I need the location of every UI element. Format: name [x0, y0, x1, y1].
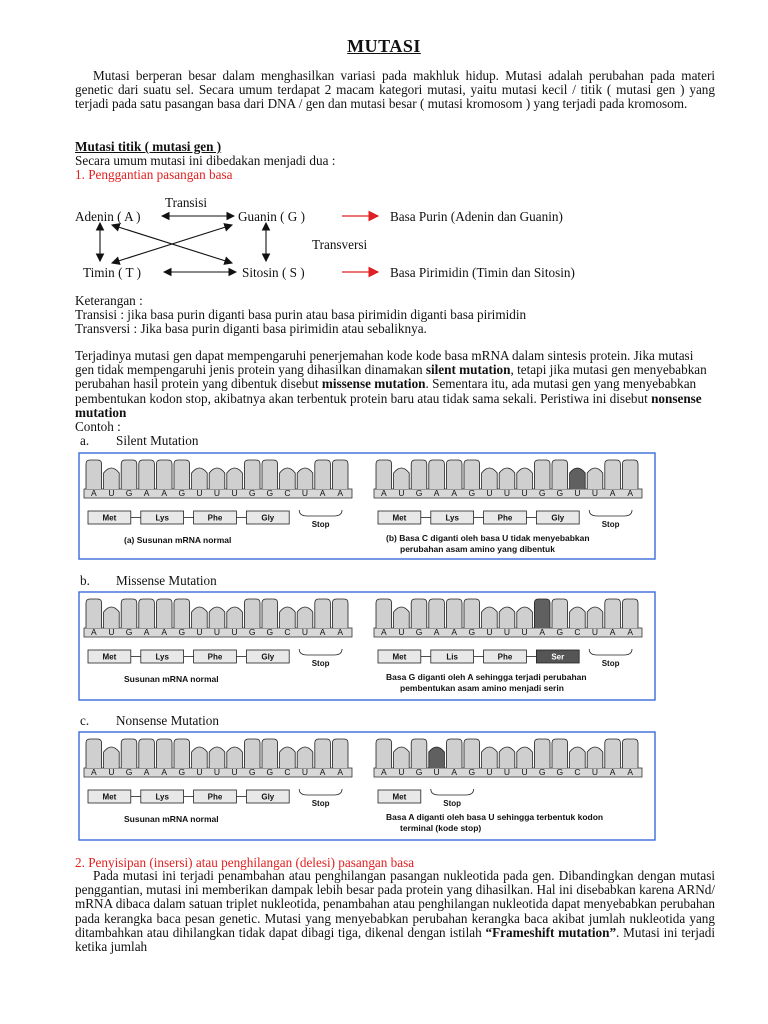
p2-text-1: Terjadinya mutasi gen dapat mempengaruhi penerjemahan kode kode basa mRNA dalam sintesis protein. Jika mutasi gen tidak mempengaruhi jenis protein yang dihasilkan dinamakan: [75, 348, 694, 378]
label-transisi: Transisi: [165, 195, 208, 210]
label-purin: Basa Purin (Adenin dan Guanin): [390, 209, 563, 224]
nonsense-left-base-letter-12: U: [301, 767, 309, 777]
missense-left-aa-label-0: Met: [102, 652, 117, 662]
nonsense-right-base-letter-3: U: [433, 767, 440, 777]
intro-text: Mutasi berperan besar dalam menghasilkan variasi pada makhluk hidup. Mutasi adalah perubahan pada materi genetic dari suatu sel. Secara umum terdapat 2 macam kategori mutasi, yaitu mutasi kecil / titik ( mutasi gen ) yang terjadi pada satu pasangan basa dari DNA / gen dan mutasi besar ( mutasi kromosom ) yang terjadi pada kromosom.: [75, 68, 715, 112]
silent-left-base-12: [297, 468, 313, 489]
missense-left-aa-label-1: Lys: [155, 652, 169, 662]
silent-right-base-letter-14: A: [627, 488, 634, 498]
missense-left-base-11: [280, 607, 296, 628]
silent-left-base-letter-8: U: [231, 488, 238, 498]
missense-left-base-8: [227, 607, 243, 628]
missense-right-base-letter-1: U: [398, 627, 405, 637]
contoh-label: Contoh :: [75, 419, 121, 434]
nonsense-left-base-6: [192, 747, 208, 768]
missense-left-base-0: [86, 599, 102, 628]
silent-right-base-2: [411, 460, 427, 489]
label-guanin: Guanin ( G ): [238, 209, 306, 224]
silent-left-base-letter-14: A: [337, 488, 344, 498]
label-sitosin: Sitosin ( S ): [242, 265, 305, 280]
nonsense-right-base-letter-13: A: [609, 767, 616, 777]
nonsense-left-base-letter-9: G: [248, 767, 256, 777]
silent-left-base-letter-11: C: [284, 488, 291, 498]
missense-left-base-10: [262, 599, 278, 628]
missense-left-base-9: [244, 599, 260, 628]
nonsense-right-base-letter-0: A: [380, 767, 387, 777]
s2-text-1: Pada mutasi ini terjadi penambahan atau penghilangan pasangan nukleotida pada gen. Dibandingkan dengan mutasi penggantian, mutasi ini memberikan dampak lebih besar pada protein yang dihasilkan. Hal ini disebabkan karena ARNd/ mRNA dibaca dalam satuan triplet nukleotida, penambahan atau penghilangan nukleotida dapat menyebabkan perubahan pada kerangka baca pesan genetic. Mutasi yang menyebabkan perubahan kerangka baca akibat jumlah nukleotida yang ditambahkan atau dihilangkan tidak dapat dibagi tiga, dikenal dengan istilah: [75, 868, 715, 940]
nonsense-right-base-3: [429, 747, 445, 768]
missense-right-base-1: [394, 607, 410, 628]
missense-right-base-letter-0: A: [380, 627, 387, 637]
missense-left-base-letter-6: U: [196, 627, 203, 637]
nonsense-right-base-6: [482, 747, 498, 768]
silent-left-base-letter-10: G: [266, 488, 274, 498]
nonsense-right-base-letter-8: U: [521, 767, 528, 777]
nonsense-left-base-letter-3: A: [143, 767, 150, 777]
nonsense-right-base-letter-11: C: [574, 767, 581, 777]
silent-left-stop-label: Stop: [311, 520, 330, 529]
missense-left-base-letter-10: G: [266, 627, 274, 637]
missense-right-base-14: [622, 599, 638, 628]
nonsense-right-base-letter-14: A: [627, 767, 634, 777]
nonsense-left-base-12: [297, 747, 313, 768]
missense-right-caption-1: Basa G diganti oleh A sehingga terjadi perubahan: [386, 672, 587, 682]
silent-left-base-9: [244, 460, 260, 489]
missense-right-aa-label-2: Phe: [497, 652, 513, 662]
missense-right-base-2: [411, 599, 427, 628]
silent-left-base-letter-5: G: [178, 488, 186, 498]
nonsense-left-base-1: [104, 747, 120, 768]
silent-right-base-6: [482, 468, 498, 489]
nonsense-left-base-14: [332, 739, 348, 768]
missense-left-aa-label-2: Phe: [207, 652, 223, 662]
missense-right-base-letter-8: U: [521, 627, 528, 637]
p2-text-2: , tetapi jika mutasi gen menyebabkan perubahan hasil protein yang dibentuk disebut: [75, 362, 707, 392]
missense-right-base-12: [587, 607, 603, 628]
silent-right-caption-1: (b) Basa C diganti oleh basa U tidak menyebabkan: [386, 533, 590, 543]
missense-left-stop-label: Stop: [311, 659, 330, 668]
nonsense-left-base-8: [227, 747, 243, 768]
nonsense-left-base-letter-5: G: [178, 767, 186, 777]
nonsense-left-aa-label-3: Gly: [261, 792, 275, 802]
missense-left-base-3: [139, 599, 155, 628]
silent-right-base-letter-9: G: [538, 488, 546, 498]
silent-left-base-letter-4: A: [161, 488, 168, 498]
nonsense-left-base-letter-10: G: [266, 767, 274, 777]
silent-left-base-7: [209, 468, 225, 489]
nonsense-left-base-letter-13: A: [319, 767, 326, 777]
nonsense-right-base-4: [446, 739, 462, 768]
keterangan-line1: Transisi : jika basa purin diganti basa purin atau basa pirimidin diganti basa pirimidin: [75, 307, 527, 322]
nonsense-right-base-14: [622, 739, 638, 768]
section1-subline: Secara umum mutasi ini dibedakan menjadi dua :: [75, 153, 336, 168]
label-transversi: Transversi: [312, 237, 368, 252]
silent-right-base-letter-6: U: [486, 488, 493, 498]
silent-left-base-letter-3: A: [143, 488, 150, 498]
nonsense-right-stop-label: Stop: [443, 799, 462, 808]
nonsense-right-base-11: [570, 747, 586, 768]
section2-heading: 2. Penyisipan (insersi) atau penghilangan (delesi) pasangan basa: [75, 855, 415, 870]
nonsense-right-base-letter-10: G: [556, 767, 564, 777]
nonsense-left-base-letter-14: A: [337, 767, 344, 777]
nonsense-right-base-5: [464, 739, 480, 768]
missense-left-base-letter-14: A: [337, 627, 344, 637]
silent-right-base-letter-4: A: [451, 488, 458, 498]
silent-right-base-letter-0: A: [380, 488, 387, 498]
silent-left-aa-label-3: Gly: [261, 513, 275, 523]
missense-right-aa-label-3: Ser: [551, 652, 565, 662]
missense-left-aa-label-3: Gly: [261, 652, 275, 662]
missense-left-base-letter-4: A: [161, 627, 168, 637]
keterangan-head: Keterangan :: [75, 293, 143, 308]
missense-left-caption: Susunan mRNA normal: [124, 674, 219, 684]
nonsense-right-base-letter-6: U: [486, 767, 493, 777]
missense-right-aa-label-1: Lis: [446, 652, 458, 662]
silent-left-base-14: [332, 460, 348, 489]
nonsense-left-base-letter-6: U: [196, 767, 203, 777]
silent-left-base-10: [262, 460, 278, 489]
silent-right-base-1: [394, 468, 410, 489]
missense-right-aa-label-0: Met: [392, 652, 407, 662]
silent-left-base-letter-2: G: [125, 488, 133, 498]
silent-left-caption: (a) Susunan mRNA normal: [124, 535, 232, 545]
s2-frameshift-bold: “Frameshift mutation”: [485, 924, 617, 940]
nonsense-left-base-11: [280, 747, 296, 768]
nonsense-left-caption: Susunan mRNA normal: [124, 814, 219, 824]
p2-nonsense-bold: nonsense mutation: [75, 390, 702, 420]
missense-right-base-9: [534, 599, 550, 628]
missense-right-base-0: [376, 599, 392, 628]
missense-left-base-letter-11: C: [284, 627, 291, 637]
nonsense-left-base-letter-7: U: [213, 767, 221, 777]
missense-left-base-7: [209, 607, 225, 628]
nonsense-right-base-7: [499, 747, 515, 768]
nonsense-right-base-letter-7: U: [503, 767, 511, 777]
missense-right-base-3: [429, 599, 445, 628]
silent-left-base-letter-6: U: [196, 488, 203, 498]
silent-right-base-11: [570, 468, 586, 489]
example-c-label: Nonsense Mutation: [116, 713, 219, 728]
missense-right-base-6: [482, 607, 498, 628]
missense-left-base-letter-13: A: [319, 627, 326, 637]
section1-heading: Mutasi titik ( mutasi gen ): [75, 139, 222, 154]
nonsense-mutation-diagram: [78, 731, 658, 843]
example-a-marker: a.: [80, 433, 90, 448]
silent-left-aa-label-1: Lys: [155, 513, 169, 523]
silent-right-aa-label-3: Gly: [551, 513, 565, 523]
example-c-marker: c.: [80, 713, 90, 728]
missense-right-caption-2: pembentukan asam amino menjadi serin: [400, 683, 564, 693]
silent-left-base-5: [174, 460, 190, 489]
missense-left-base-letter-12: U: [301, 627, 309, 637]
missense-right-base-letter-7: U: [503, 627, 511, 637]
silent-right-base-4: [446, 460, 462, 489]
label-adenin: Adenin ( A ): [75, 209, 141, 224]
nonsense-left-base-10: [262, 739, 278, 768]
nonsense-left-base-7: [209, 747, 225, 768]
silent-right-base-3: [429, 460, 445, 489]
missense-right-base-letter-9: A: [539, 627, 546, 637]
silent-left-base-2: [121, 460, 137, 489]
nonsense-right-aa-label-0: Met: [392, 792, 407, 802]
silent-right-base-letter-7: U: [503, 488, 511, 498]
missense-right-base-4: [446, 599, 462, 628]
silent-left-base-6: [192, 468, 208, 489]
example-a-label: Silent Mutation: [116, 433, 199, 448]
silent-left-base-3: [139, 460, 155, 489]
silent-right-base-letter-13: A: [609, 488, 616, 498]
silent-right-base-14: [622, 460, 638, 489]
silent-right-base-7: [499, 468, 515, 489]
section2-paragraph: [75, 869, 715, 954]
silent-mutation-diagram: [78, 452, 658, 568]
silent-right-caption-2: perubahan asam amino yang dibentuk: [400, 544, 555, 554]
nonsense-right-base-letter-12: U: [591, 767, 599, 777]
nonsense-right-caption-2: terminal (kode stop): [400, 823, 482, 833]
silent-left-base-letter-13: A: [319, 488, 326, 498]
missense-left-base-letter-2: G: [125, 627, 133, 637]
page-title: MUTASI: [347, 36, 421, 56]
nonsense-left-base-4: [156, 739, 172, 768]
silent-right-base-letter-11: U: [574, 488, 581, 498]
nonsense-left-base-letter-11: C: [284, 767, 291, 777]
missense-left-base-1: [104, 607, 120, 628]
silent-right-base-5: [464, 460, 480, 489]
nonsense-left-stop-label: Stop: [311, 799, 330, 808]
missense-right-base-letter-2: G: [415, 627, 423, 637]
missense-right-base-letter-3: A: [433, 627, 440, 637]
s2-text-2: . Mutasi ini terjadi ketika jumlah: [75, 924, 715, 955]
silent-left-base-8: [227, 468, 243, 489]
silent-right-stop-label: Stop: [601, 520, 620, 529]
missense-right-base-5: [464, 599, 480, 628]
keterangan-line2: Transversi : Jika basa purin diganti basa pirimidin atau sebaliknya.: [75, 321, 427, 336]
silent-left-base-letter-12: U: [301, 488, 309, 498]
nonsense-left-base-3: [139, 739, 155, 768]
nonsense-left-aa-label-2: Phe: [207, 792, 223, 802]
missense-right-base-letter-4: A: [451, 627, 458, 637]
missense-right-base-letter-6: U: [486, 627, 493, 637]
missense-left-base-letter-0: A: [90, 627, 97, 637]
silent-left-base-1: [104, 468, 120, 489]
nonsense-right-base-letter-9: G: [538, 767, 546, 777]
missense-right-base-7: [499, 607, 515, 628]
nonsense-left-base-5: [174, 739, 190, 768]
missense-left-base-letter-8: U: [231, 627, 238, 637]
nonsense-left-base-letter-4: A: [161, 767, 168, 777]
silent-right-base-letter-12: U: [591, 488, 599, 498]
silent-right-base-12: [587, 468, 603, 489]
example-b-label: Missense Mutation: [116, 573, 217, 588]
nonsense-left-base-letter-8: U: [231, 767, 238, 777]
nonsense-left-base-13: [315, 739, 331, 768]
missense-left-base-5: [174, 599, 190, 628]
silent-left-base-0: [86, 460, 102, 489]
nonsense-right-base-1: [394, 747, 410, 768]
nonsense-right-base-letter-2: G: [415, 767, 423, 777]
silent-left-base-11: [280, 468, 296, 489]
missense-right-base-letter-10: G: [556, 627, 564, 637]
silent-left-base-letter-7: U: [213, 488, 221, 498]
nonsense-left-base-0: [86, 739, 102, 768]
silent-right-base-letter-8: U: [521, 488, 528, 498]
section1-item1: 1. Penggantian pasangan basa: [75, 167, 233, 182]
p2-text-3: . Sementara itu, ada mutasi gen yang menyebabkan pembentukan kodon stop, akibatnya akan terbentuk protein baru atau tidak sama sekali. Peristiwa ini disebut: [75, 376, 697, 406]
missense-right-base-letter-14: A: [627, 627, 634, 637]
nonsense-left-base-2: [121, 739, 137, 768]
nonsense-left-base-9: [244, 739, 260, 768]
missense-right-base-letter-5: G: [468, 627, 476, 637]
missense-left-base-6: [192, 607, 208, 628]
missense-left-base-13: [315, 599, 331, 628]
nonsense-right-base-9: [534, 739, 550, 768]
nonsense-right-base-letter-4: A: [451, 767, 458, 777]
silent-right-base-letter-1: U: [398, 488, 405, 498]
nonsense-right-base-10: [552, 739, 568, 768]
intro-paragraph: [75, 69, 715, 112]
missense-right-base-11: [570, 607, 586, 628]
silent-right-aa-label-1: Lys: [445, 513, 459, 523]
p2-silent-bold: silent mutation: [425, 362, 511, 378]
missense-left-base-letter-9: G: [248, 627, 256, 637]
silent-right-base-8: [517, 468, 533, 489]
missense-left-base-letter-7: U: [213, 627, 221, 637]
silent-right-aa-label-2: Phe: [497, 513, 513, 523]
nonsense-right-base-0: [376, 739, 392, 768]
silent-left-aa-label-2: Phe: [207, 513, 223, 523]
silent-right-base-0: [376, 460, 392, 489]
missense-left-base-12: [297, 607, 313, 628]
silent-left-aa-label-0: Met: [102, 513, 117, 523]
missense-left-base-2: [121, 599, 137, 628]
label-timin: Timin ( T ): [83, 265, 142, 280]
base-scheme-arrows: [0, 195, 768, 285]
silent-left-base-letter-1: U: [108, 488, 115, 498]
nonsense-right-base-letter-1: U: [398, 767, 405, 777]
nonsense-left-aa-label-1: Lys: [155, 792, 169, 802]
missense-right-stop-label: Stop: [601, 659, 620, 668]
nonsense-left-base-letter-1: U: [108, 767, 115, 777]
silent-right-base-letter-5: G: [468, 488, 476, 498]
nonsense-left-base-letter-0: A: [90, 767, 97, 777]
silent-left-base-letter-9: G: [248, 488, 256, 498]
silent-right-aa-label-0: Met: [392, 513, 407, 523]
nonsense-right-base-2: [411, 739, 427, 768]
missense-right-base-8: [517, 607, 533, 628]
mutation-types-paragraph: [75, 349, 715, 420]
missense-right-base-13: [605, 599, 621, 628]
missense-left-base-letter-3: A: [143, 627, 150, 637]
p2-missense-bold: missense mutation: [321, 376, 426, 392]
silent-right-base-10: [552, 460, 568, 489]
nonsense-right-base-letter-5: G: [468, 767, 476, 777]
nonsense-right-base-12: [587, 747, 603, 768]
silent-right-base-9: [534, 460, 550, 489]
missense-right-base-letter-12: U: [591, 627, 599, 637]
missense-right-base-letter-13: A: [609, 627, 616, 637]
silent-left-base-13: [315, 460, 331, 489]
nonsense-right-caption-1: Basa A diganti oleh basa U sehingga terbentuk kodon: [386, 812, 604, 822]
example-b-marker: b.: [80, 573, 90, 588]
missense-right-base-10: [552, 599, 568, 628]
silent-right-base-letter-2: G: [415, 488, 423, 498]
nonsense-right-base-13: [605, 739, 621, 768]
missense-left-base-4: [156, 599, 172, 628]
label-pirimidin: Basa Pirimidin (Timin dan Sitosin): [390, 265, 575, 280]
silent-left-base-letter-0: A: [90, 488, 97, 498]
missense-mutation-diagram: [78, 591, 658, 703]
nonsense-right-base-8: [517, 747, 533, 768]
silent-right-base-letter-10: G: [556, 488, 564, 498]
silent-right-base-13: [605, 460, 621, 489]
missense-right-base-letter-11: C: [574, 627, 581, 637]
silent-left-base-4: [156, 460, 172, 489]
nonsense-left-aa-label-0: Met: [102, 792, 117, 802]
silent-right-base-letter-3: A: [433, 488, 440, 498]
missense-left-base-letter-1: U: [108, 627, 115, 637]
missense-left-base-letter-5: G: [178, 627, 186, 637]
missense-left-base-14: [332, 599, 348, 628]
nonsense-left-base-letter-2: G: [125, 767, 133, 777]
